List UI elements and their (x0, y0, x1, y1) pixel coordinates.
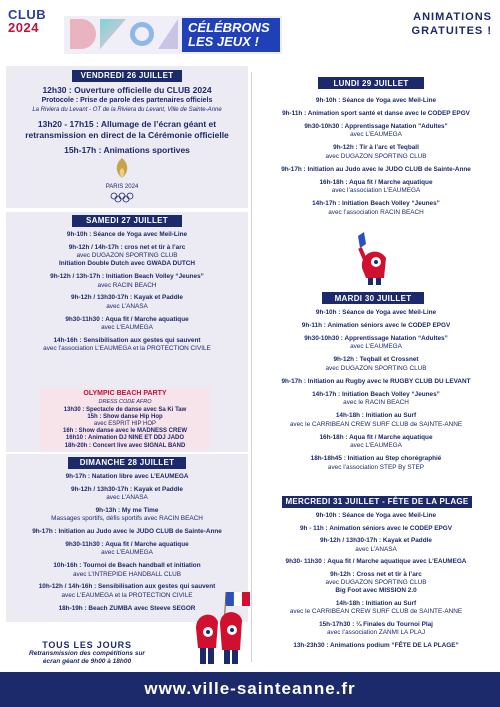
phryge-mascot-icon (344, 228, 404, 286)
samedi-line: 9h-12h / 13h-17h : Initiation Beach Volley “Jeunes” (50, 273, 204, 281)
samedi-line: avec DUGAZON SPORTING CLUB (76, 252, 178, 260)
banner-wedge-icon (158, 19, 178, 49)
mercredi-line: Big Foot avec MISSION 2.0 (335, 587, 417, 595)
banner-ring-icon (130, 22, 154, 46)
dimanche-line: avec L’EAUMEGA (101, 549, 153, 557)
beach-party-line: 16h10 : Animation DJ NINE ET DDJ JADO (65, 435, 185, 442)
tous-sub-1: Retransmission des compétitions sur (29, 650, 145, 657)
beach-party-line: 15h : Show danse Hip Hop (87, 414, 163, 421)
animations-label-2: GRATUITES ! (411, 25, 492, 37)
dimanche-line: 9h30-11h30 : Aqua fit / Marche aquatique (65, 541, 189, 549)
mercredi-line: avec le CARRIBEAN CREW SURF CLUB de SAINTE-ANNE (289, 608, 463, 616)
beach-party-line: 13h30 : Spectacle de danse avec Sa Ki Taw (63, 407, 187, 413)
mercredi-line: avec DUGAZON SPORTING CLUB (325, 579, 427, 587)
lundi-line: avec l’association L’EAUMEGA (331, 187, 421, 195)
mardi-line: avec L’EAUMEGA (350, 442, 402, 450)
mardi-line: 9h-12h : Teqball et Crossnet (333, 356, 419, 364)
mardi-line: avec L’EAUMEGA (350, 343, 402, 351)
tous-sub-2: écran géant de 9h00 à 18h00 (42, 658, 132, 665)
mercredi-line: 13h-23h30 : Animations podium “FÊTE DE LA PLAGE” (293, 641, 459, 649)
banner-text-2: LES JEUX ! (188, 34, 259, 49)
dimanche-line: avec L’ANASA (106, 494, 148, 502)
logo-line-1: CLUB (8, 7, 47, 22)
paris-logo-text: PARIS 2024 (105, 184, 139, 190)
samedi-line: avec L’ANASA (106, 302, 148, 310)
mardi-line: avec le CARRIBEAN CREW SURF CLUB de SAINTE-ANNE (289, 420, 463, 428)
paris-2024-logo-icon (102, 154, 142, 204)
banner-headline (182, 18, 280, 52)
vendredi-line-1: 12h30 : Ouverture officielle du CLUB 2024 (42, 85, 212, 95)
mercredi-line: 9h-10h : Séance de Yoga avec Meil-Line (315, 512, 437, 519)
dimanche-line: avec L’EAUMEGA et la PROTECTION CIVILE (61, 591, 193, 599)
beach-party-title: OLYMPIC BEACH PARTY (83, 390, 167, 397)
mardi-title: MARDI 30 JUILLET (322, 292, 424, 304)
mercredi-line: avec l’association ZANMI LA PLAJ (326, 629, 426, 637)
mardi-line: avec l’association STEP By STEP (327, 463, 425, 471)
vendredi-line-6: 15h-17h : Animations sportives (64, 145, 190, 155)
column-divider (251, 72, 252, 662)
vendredi-line-3: La Riviera du Levant - OT de la Riviera du Levant, Ville de Sainte-Anne (32, 107, 222, 113)
footer-bar (0, 672, 500, 707)
dimanche-title: DIMANCHE 28 JUILLET (68, 457, 186, 469)
club-2024-logo (8, 8, 60, 48)
dimanche-line: 18h-19h : Beach ZUMBA avec Steeve SEGOR (58, 604, 196, 612)
dimanche-line: 10h-12h / 14h-16h : Sensibilisation aux gestes qui sauvent (38, 583, 216, 591)
samedi-line: avec RACIN BEACH (97, 281, 157, 289)
samedi-line: avec L’EAUMEGA (101, 323, 153, 331)
mardi-line: 18h-18h45 : Initiation au Step chorégraphié (310, 455, 442, 463)
dimanche-line: Massages sportifs, défis sportifs avec RACIN BEACH (51, 515, 203, 523)
lundi-line: avec l’association RACIN BEACH (328, 208, 424, 216)
mardi-line: avec le RACIN BEACH (343, 399, 409, 407)
mercredi-line: 9h - 11h : Animation séniors avec le CODEP EPGV (299, 524, 452, 532)
tous-les-jours (12, 640, 162, 666)
dimanche-line: avec L’INTREPIDE HANDBALL CLUB (72, 570, 182, 578)
samedi-line: 9h-12h / 14h-17h : cros net et tir à l’arc (68, 243, 186, 251)
footer-url[interactable]: www.ville-sainteanne.fr (144, 679, 356, 698)
vendredi-line-2: Protocole : Prise de parole des partenaires officiels (41, 97, 213, 104)
dimanche-line: 10h-16h : Tournoi de Beach handball et initiation (53, 562, 201, 570)
vendredi-line-5: retransmission en direct de la Cérémonie officielle (25, 130, 229, 140)
mardi-line: 9h-17h : Initiation au Rugby avec le RUGBY CLUB DU LEVANT (281, 377, 471, 385)
mercredi-title: MERCREDI 31 JUILLET - FÊTE DE LA PLAGE (282, 496, 472, 508)
mercredi-line: 9h-12h : Cross net et tir à l’arc (330, 571, 422, 579)
dimanche-line: 9h-17h : Natation libre avec L’EAUMEGA (65, 473, 189, 480)
beach-party-line: avec ESPRIT HIP HOP (93, 421, 157, 428)
header-banner (64, 16, 282, 54)
animations-gratuites (392, 10, 492, 38)
phryge-mascots-icon (186, 588, 256, 670)
lundi-line: avec L’EAUMEGA (350, 131, 402, 139)
mercredi-line: 9h-12h / 13h30-17h : Kayak et Paddle (320, 537, 432, 545)
lundi-line: 9h30-10h30 : Apprentissage Natation "Adultes" (304, 123, 448, 131)
dimanche-line: 9h-12h / 13h30-17h : Kayak et Paddle (71, 485, 183, 493)
mardi-line: 9h-10h : Séance de Yoga avec Meil-Line (315, 309, 437, 316)
beach-party-dress: DRESS CODE AFRO (98, 399, 152, 405)
samedi-line: 14h-16h : Sensibilisation aux gestes qui sauvent (53, 336, 201, 344)
dimanche-line: 9h-13h : My me Time (95, 507, 159, 515)
mercredi-line: 15h-17h30 : ¼ Finales du Tournoi Plaj (319, 621, 433, 629)
samedi-line: 9h-10h : Séance de Yoga avec Meil-Line (66, 231, 188, 238)
banner-text-1: CÉLÉBRONS (188, 20, 270, 35)
lundi-line: 9h-17h : Initiation au Judo avec le JUDO CLUB de Sainte-Anne (281, 165, 471, 173)
samedi-line: 9h30-11h30 : Aqua fit / Marche aquatique (65, 315, 189, 323)
mercredi-line: 14h-18h : Initiation au Surf (335, 600, 417, 608)
mardi-line: 9h30-10h30 : Apprentissage Natation “Adultes” (304, 335, 448, 343)
beach-party-line: 16h : Show danse avec le MADNESS CREW (62, 428, 188, 435)
animations-label-1: ANIMATIONS (413, 11, 492, 23)
mercredi-line: avec L’ANASA (355, 545, 397, 553)
lundi-title: LUNDI 29 JUILLET (318, 77, 424, 89)
vendredi-line-4: 13h20 - 17h15 : Allumage de l’écran géant et (37, 119, 217, 129)
mardi-line: 16h-18h : Aqua fit / Marche aquatique (319, 433, 433, 441)
lundi-line: 16h-18h : Aqua fit / Marche aquatique (319, 178, 433, 186)
lundi-line: 9h-11h : Animation sport santé et danse avec le CODEP EPGV (282, 110, 470, 118)
mardi-line: 14h-18h : Initiation au Surf (335, 412, 417, 420)
samedi-title: SAMEDI 27 JUILLET (72, 215, 182, 227)
mercredi-line: 9h30- 11h30 : Aqua fit / Marche aquatique avec L’EAUMEGA (285, 558, 467, 566)
mardi-line: 14h-17h : Initiation Beach Volley “Jeunes” (312, 390, 440, 398)
lundi-line: 14h-17h : Initiation Beach Volley “Jeunes” (312, 200, 440, 208)
samedi-line: avec l’association L’EAUMEGA et la PROTECTION CIVILE (43, 345, 211, 353)
banner-triangle-icon (100, 19, 126, 49)
logo-line-2: 2024 (8, 20, 39, 35)
mardi-line: 9h-11h : Animation séniors avec le CODEP EPGV (301, 322, 451, 330)
lundi-line: 9h-10h : Séance de Yoga avec Meil-Line (315, 97, 437, 104)
beach-party-line: 18h-20h : Concert live avec SIGNAL BAND (64, 442, 186, 449)
samedi-line: Initiation Double Dutch avec GWADA DUTCH (58, 260, 196, 268)
dimanche-line: 9h-17h : Initiation au Judo avec le JUDO CLUB de Sainte-Anne (32, 528, 222, 536)
beach-party-box (40, 388, 210, 450)
mardi-line: avec DUGAZON SPORTING CLUB (325, 364, 427, 372)
lundi-line: 9h-12h : Tir à l’arc et Teqball (333, 144, 419, 152)
samedi-line: 9h-12h / 13h30-17h : Kayak et Paddle (71, 294, 183, 302)
tous-title: TOUS LES JOURS (42, 640, 132, 650)
lundi-line: avec DUGAZON SPORTING CLUB (325, 152, 427, 160)
vendredi-title: VENDREDI 26 JUILLET (72, 70, 182, 82)
banner-shape-icon (70, 19, 96, 49)
